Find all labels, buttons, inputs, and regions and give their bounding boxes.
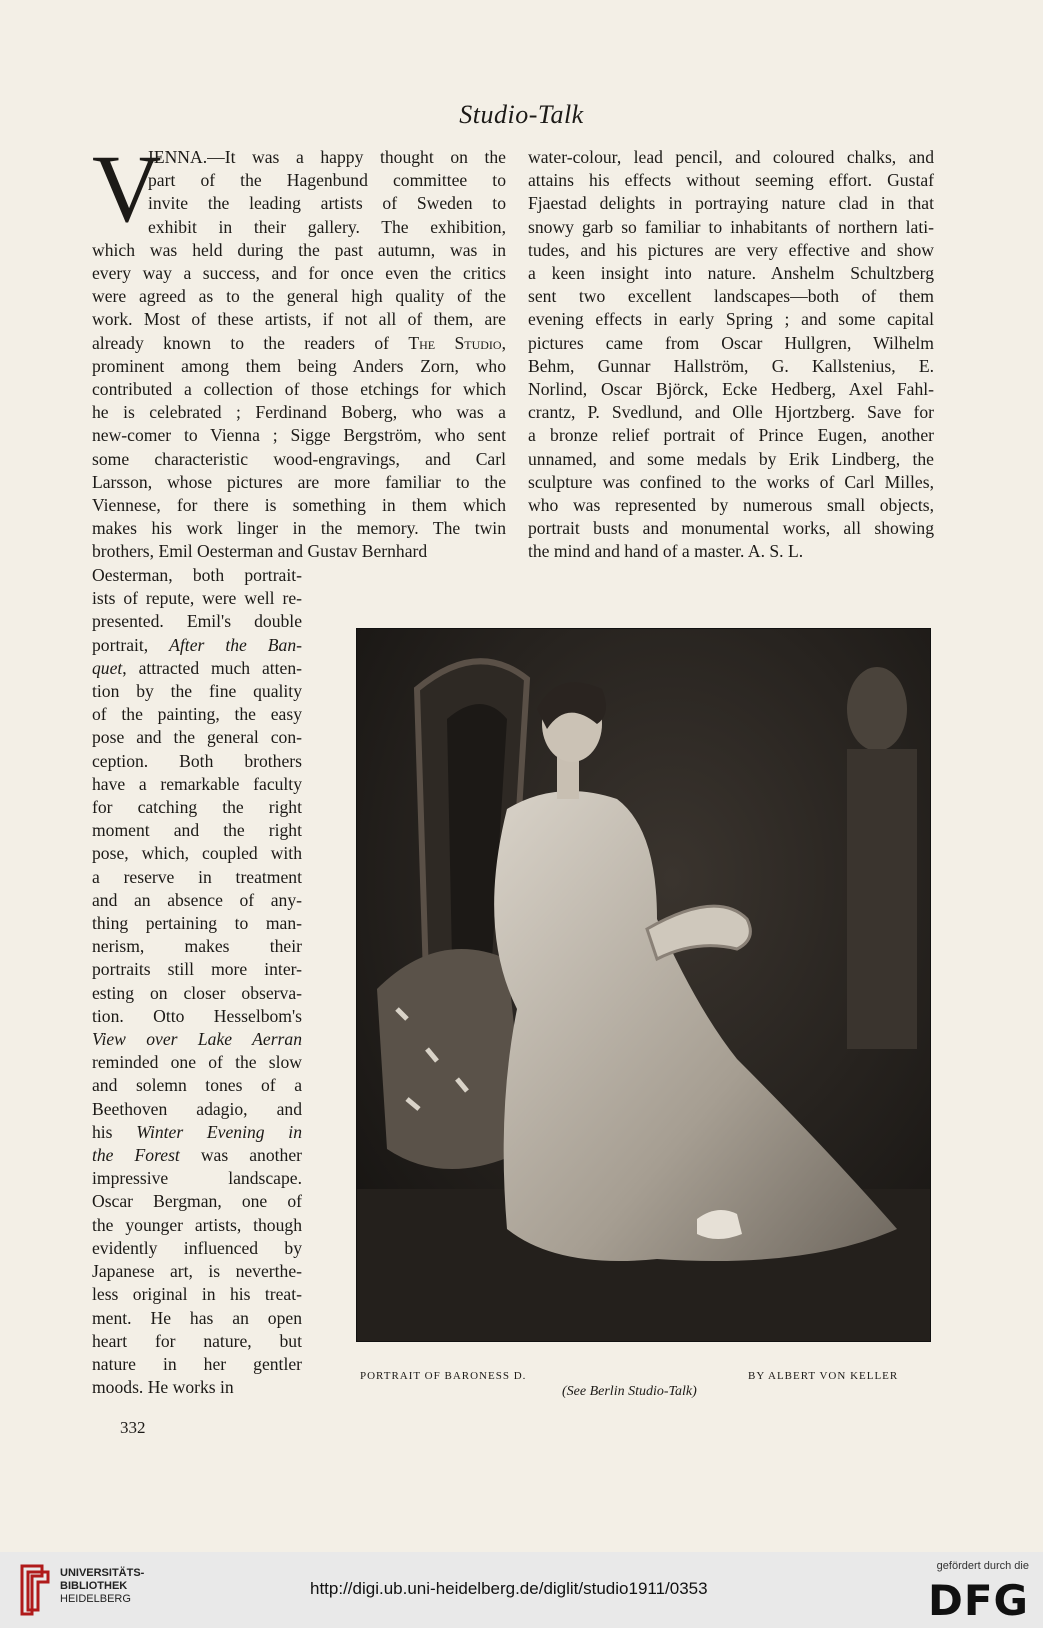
article-column-1-narrow <box>92 564 302 1399</box>
text-line: heart for nature, but <box>92 1330 302 1351</box>
figure-caption-left: PORTRAIT OF BARONESS D. <box>360 1370 527 1382</box>
text-line: tion. Otto Hesselbom's <box>92 1005 302 1026</box>
text-line: for catching the right <box>92 797 302 818</box>
text-line: unnamed, and some medals by Erik Lindberg, the <box>528 448 934 469</box>
text-line: IENNA.—It was a happy thought on the <box>148 147 506 167</box>
text-line: reminded one of the slow <box>92 1052 302 1073</box>
page-number: 332 <box>120 1418 146 1437</box>
permalink-url[interactable]: http://digi.ub.uni-heidelberg.de/diglit/studio1911/0353 <box>310 1579 708 1598</box>
text-line: Behm, Gunnar Hallström, G. Kallstenius, E. <box>528 355 934 376</box>
text-line: a reserve in treatment <box>92 866 302 887</box>
text-line: work. Most of these artists, if not all of them, are <box>92 309 506 330</box>
text-line: exhibit in their gallery. The exhibition, <box>148 216 506 237</box>
text-line: the younger artists, though <box>92 1214 302 1235</box>
text-line: which was held during the past autumn, was in <box>92 239 506 260</box>
text-line: of the painting, the easy <box>92 704 302 725</box>
text-line: makes his work linger in the memory. The twin <box>92 518 506 539</box>
text-line: water-colour, lead pencil, and coloured chalks, and <box>528 147 934 167</box>
text-line: already known to the readers of The Studio, <box>92 332 506 353</box>
text-line: portrait busts and monumental works, all showing <box>528 518 934 539</box>
text-line: and an absence of any- <box>92 889 302 910</box>
text-line: ment. He has an open <box>92 1307 302 1328</box>
figure-caption-reference: (See Berlin Studio-Talk) <box>562 1384 697 1399</box>
text-line: brothers, Emil Oesterman and Gustav Bernhard <box>92 541 428 562</box>
figure-caption-right: BY ALBERT VON KELLER <box>748 1370 899 1382</box>
text-line: Oscar Bergman, one of <box>92 1191 302 1212</box>
text-line: his Winter Evening in <box>92 1121 302 1142</box>
text-line: nature in her gentler <box>92 1353 302 1374</box>
text-line: part of the Hagenbund committee to <box>148 170 506 191</box>
text-line: the Forest was another <box>92 1145 302 1166</box>
text-line: sent two excellent landscapes—both of them <box>528 286 934 307</box>
text-line: nerism, makes their <box>92 936 302 957</box>
text-line: have a remarkable faculty <box>92 773 302 794</box>
text-line: evening effects in early Spring ; and some capital <box>528 309 934 330</box>
text-line: presented. Emil's double <box>92 611 302 632</box>
text-line: portraits still more inter- <box>92 959 302 980</box>
text-line: Beethoven adagio, and <box>92 1098 302 1119</box>
text-line: new-comer to Vienna ; Sigge Bergström, who sent <box>92 425 506 446</box>
portrait-illustration <box>357 629 930 1341</box>
drop-cap: V <box>92 135 162 242</box>
text-line: attains his effects without seeming effort. Gustaf <box>528 170 934 191</box>
text-line: Larsson, whose pictures are more familiar to the <box>92 471 506 492</box>
text-line: who was represented by numerous small objects, <box>528 495 934 516</box>
text-line: were agreed as to the general high quality of the <box>92 286 506 307</box>
text-line: pictures came from Oscar Hullgren, Wilhelm <box>528 332 934 353</box>
funding-label: gefördert durch die <box>936 1560 1029 1572</box>
text-line: moment and the right <box>92 820 302 841</box>
text-line: esting on closer observa- <box>92 982 302 1003</box>
text-line: a bronze relief portrait of Prince Eugen, another <box>528 425 934 446</box>
text-line: pose, which, coupled with <box>92 843 302 864</box>
text-line: every way a success, and for once even the critics <box>92 263 506 284</box>
text-line: ception. Both brothers <box>92 750 302 771</box>
portrait-photo <box>356 628 931 1342</box>
text-line: View over Lake Aerran <box>92 1029 302 1050</box>
text-line: crantz, P. Svedlund, and Olle Hjortzberg. Save for <box>528 402 934 423</box>
text-line: sculpture was confined to the works of Carl Milles, <box>528 471 934 492</box>
text-line: and solemn tones of a <box>92 1075 302 1096</box>
text-line: impressive landscape. <box>92 1168 302 1189</box>
text-line: tudes, and his pictures are very effective and show <box>528 239 934 260</box>
text-line: thing pertaining to man- <box>92 913 302 934</box>
text-line: Viennese, for there is something in them which <box>92 495 506 516</box>
text-line: Japanese art, is neverthe- <box>92 1261 302 1282</box>
text-line: a keen insight into nature. Anshelm Schultzberg <box>528 263 934 284</box>
text-line: Norlind, Oscar Björck, Ecke Hedberg, Axel Fahl- <box>528 379 934 400</box>
text-line: prominent among them being Anders Zorn, who <box>92 355 506 376</box>
text-line: quet, attracted much atten- <box>92 657 302 678</box>
text-line: contributed a collection of those etchings for which <box>92 379 506 400</box>
text-line: portrait, After the Ban- <box>92 634 302 655</box>
text-line: ists of repute, were well re- <box>92 588 302 609</box>
footer-bar <box>0 1552 1043 1628</box>
text-line: Oesterman, both portrait- <box>92 565 302 585</box>
text-line: less original in his treat- <box>92 1284 302 1305</box>
text-line: he is celebrated ; Ferdinand Boberg, who was a <box>92 402 506 423</box>
library-logo-icon <box>18 1562 52 1618</box>
text-line: invite the leading artists of Sweden to <box>148 193 506 214</box>
text-line: pose and the general con- <box>92 727 302 748</box>
text-line: some characteristic wood-engravings, and Carl <box>92 448 506 469</box>
running-header: Studio-Talk <box>459 100 584 129</box>
text-line: moods. He works in <box>92 1377 234 1398</box>
text-line: snowy garb so familiar to inhabitants of northern lati- <box>528 216 934 237</box>
article-column-2 <box>528 146 934 564</box>
article-column-1-top <box>92 135 506 564</box>
text-line: the mind and hand of a master. A. S. L. <box>528 541 804 562</box>
library-name: UNIVERSITÄTS- BIBLIOTHEK HEIDELBERG <box>60 1567 145 1605</box>
text-line: tion by the fine quality <box>92 681 302 702</box>
text-line: evidently influenced by <box>92 1237 302 1258</box>
dfg-logo: DFG <box>927 1576 1029 1625</box>
text-line: Fjaestad delights in portraying nature clad in that <box>528 193 934 214</box>
